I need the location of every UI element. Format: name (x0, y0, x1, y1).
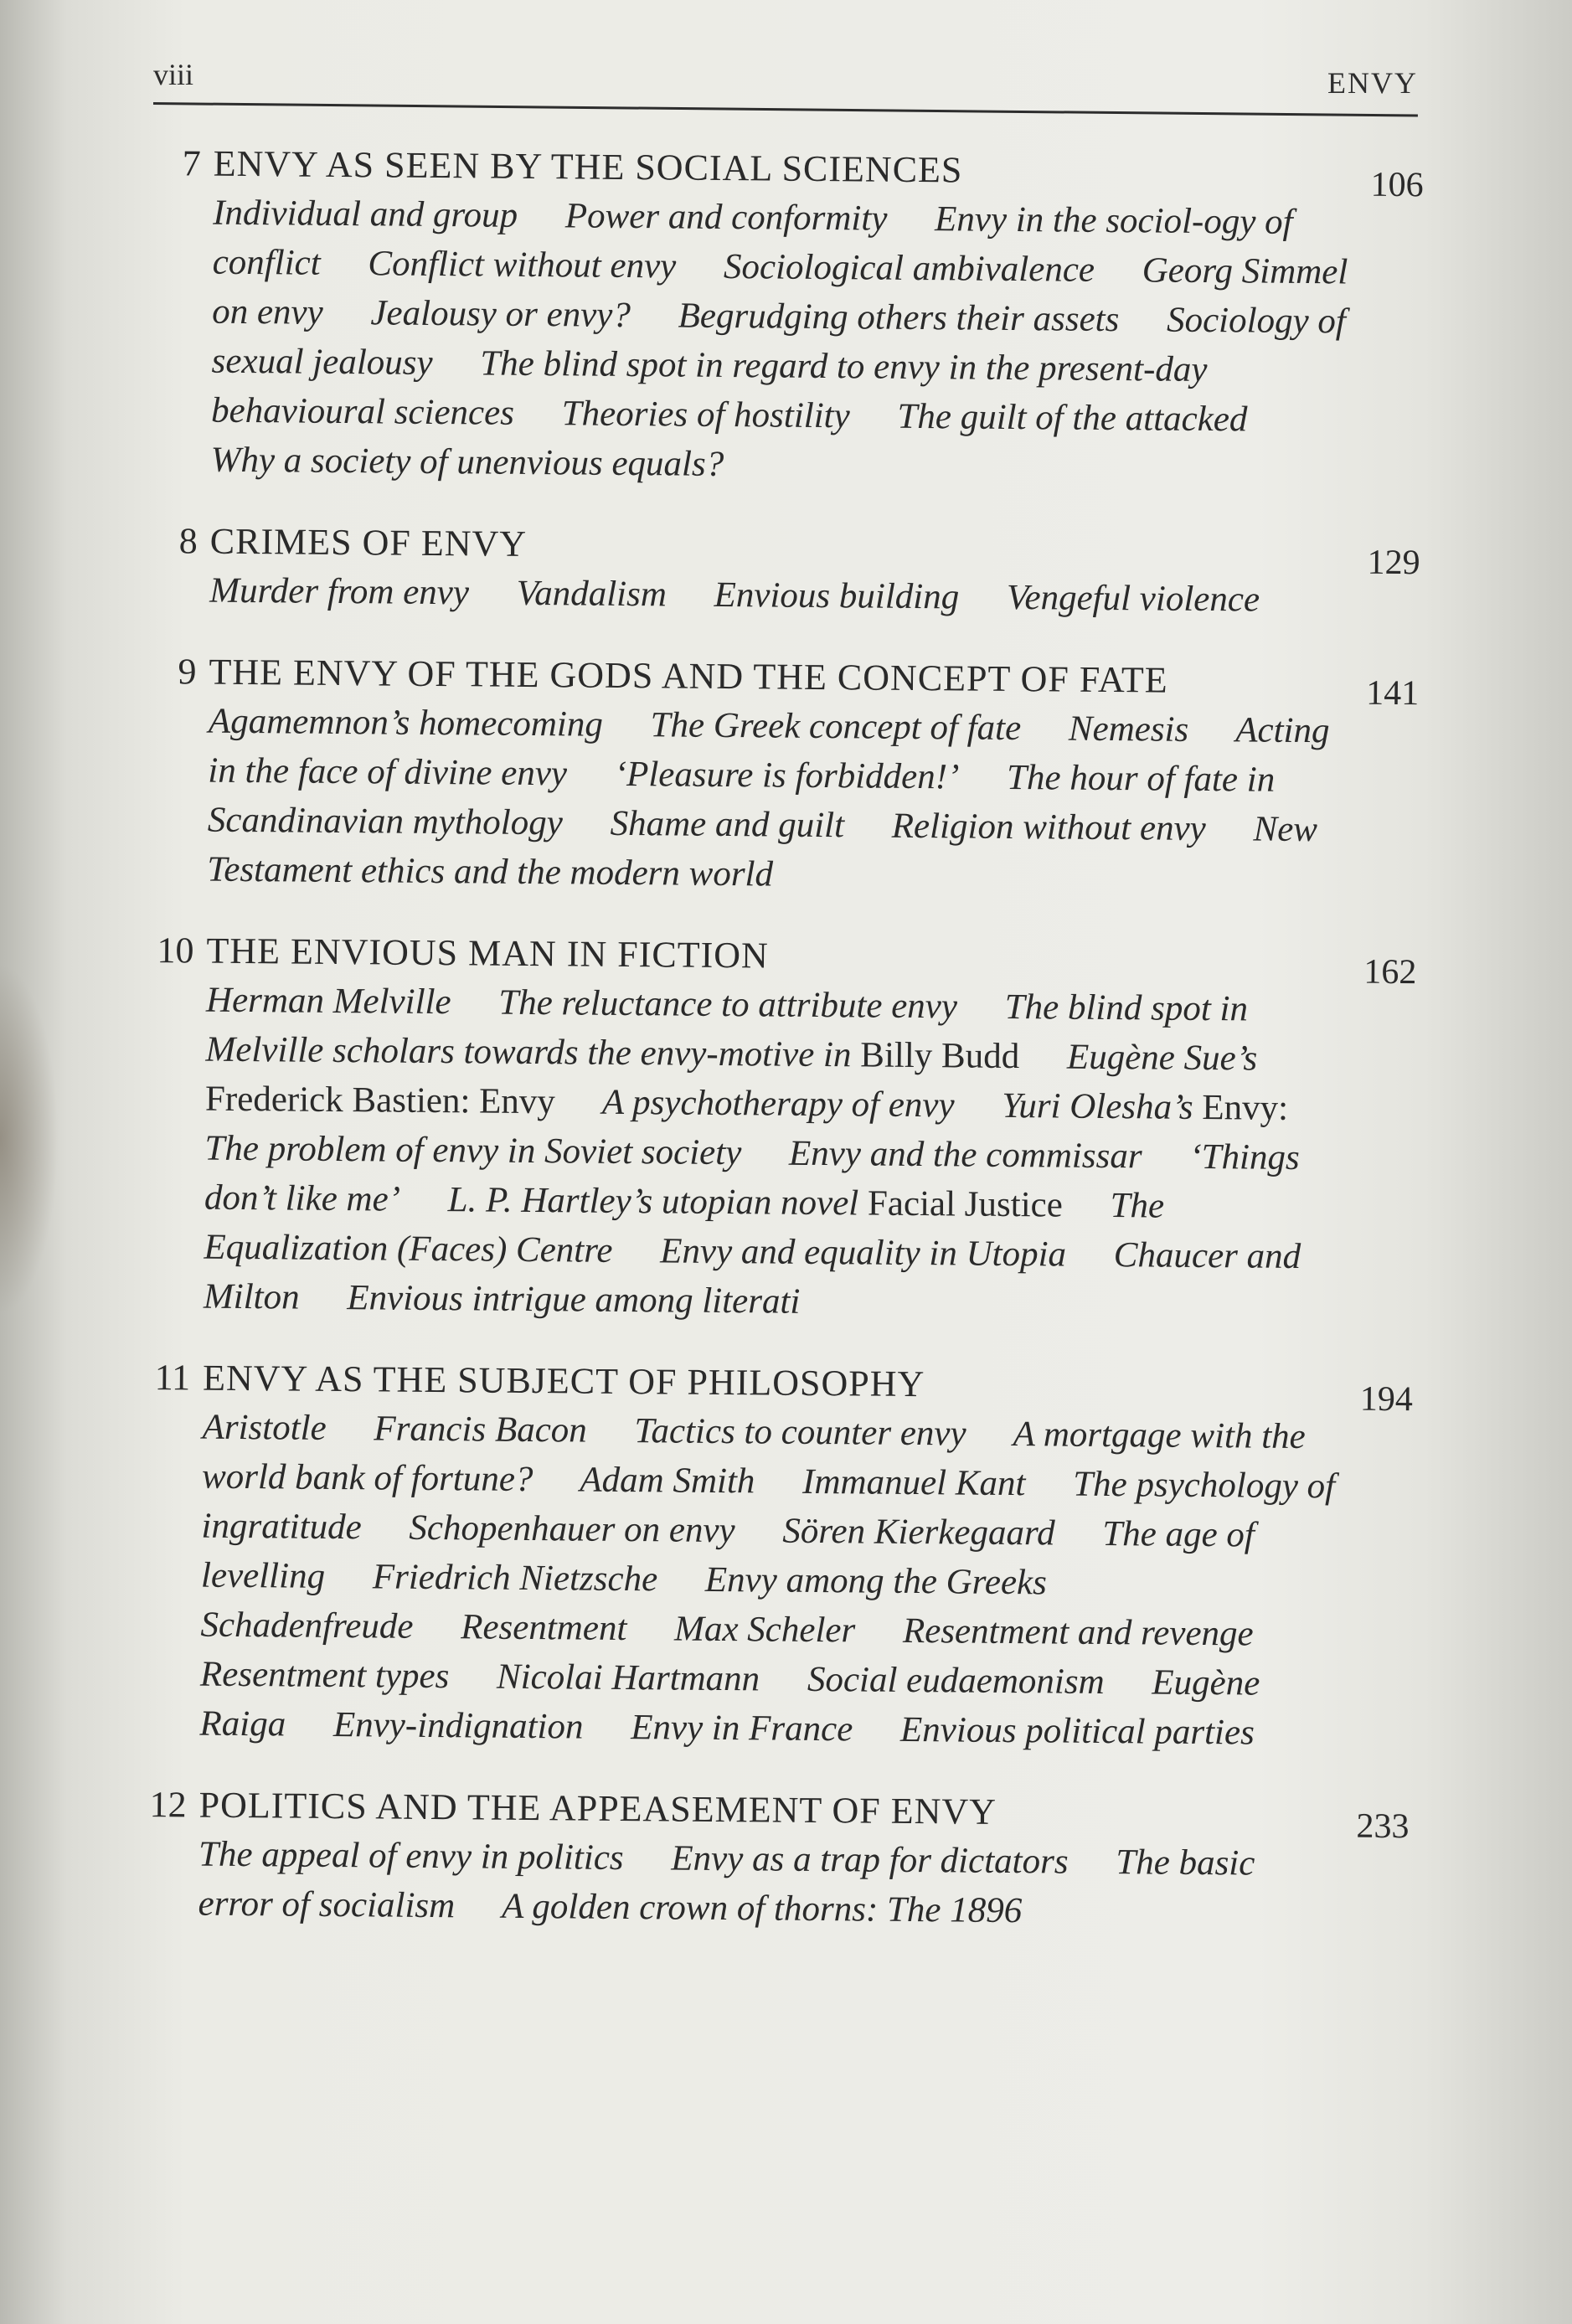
chapter-topics (204, 976, 1346, 1332)
topic: Envious building (714, 575, 960, 617)
topic: Aristotle (202, 1407, 327, 1448)
topic: Envy in the sociol-ogy of conflict (212, 199, 1293, 283)
topic-text: The blind spot in Melville scholars towards the envy-motive in (205, 987, 1249, 1075)
chapter-page: 233 (1356, 1806, 1410, 1847)
work-title: Frederick Bastien: Envy (204, 1079, 556, 1122)
topic: Resentment types (199, 1654, 450, 1697)
topic: Envy and equality in Utopia (660, 1231, 1067, 1275)
topic: A mortgage with the world bank of fortune? (201, 1414, 1306, 1500)
page-header (153, 50, 1418, 109)
toc-entry-10 (141, 925, 1417, 1332)
topic: Social eudaemonism (807, 1659, 1105, 1703)
topic: Herman Melville (205, 980, 451, 1023)
chapter-title: THE ENVIOUS MAN IN FICTION (206, 930, 770, 976)
work-title: Billy Budd (860, 1035, 1020, 1077)
topic: Envy as a trap for dictators (671, 1838, 1069, 1882)
topic: Theories of hostility (561, 394, 850, 436)
chapter-page: 141 (1366, 673, 1420, 714)
topic: Resentment and revenge (902, 1610, 1254, 1654)
toc-entry-7 (147, 138, 1424, 495)
topic: Individual and group (213, 193, 518, 235)
topic: Why a society of unenvious equals? (210, 440, 724, 484)
topic: Tactics to counter envy (634, 1411, 966, 1454)
topic: Immanuel Kant (801, 1461, 1026, 1504)
chapter-topics (207, 697, 1348, 904)
header-rule (153, 102, 1418, 116)
work-title: Envy: (1202, 1087, 1289, 1128)
topic: Vandalism (516, 573, 667, 615)
topic: Murder from envy (209, 570, 470, 613)
topic: Adam Smith (580, 1460, 755, 1502)
topic: Nicolai Hartmann (496, 1657, 760, 1699)
topic: The Equalization (Faces) Centre (204, 1186, 1165, 1270)
topic: Envy in France (631, 1708, 853, 1749)
topic: Shame and guilt (610, 803, 845, 846)
chapter-title: ENVY AS SEEN BY THE SOCIAL SCIENCES (213, 142, 963, 191)
topic: Religion without envy (891, 806, 1206, 849)
topic: Schopenhauer on envy (409, 1507, 735, 1551)
topic: Envious intrigue among literati (347, 1278, 801, 1322)
topic: The hour of fate in Scandinavian mythology (207, 757, 1276, 843)
topic: ‘Pleasure is forbidden!’ (614, 754, 960, 797)
chapter-title: ENVY AS THE SUBJECT OF PHILOSOPHY (202, 1357, 925, 1405)
topic: The guilt of the attacked (897, 396, 1248, 440)
chapter-number: 9 (178, 651, 197, 693)
toc-entry-12 (135, 1780, 1409, 1939)
topic (448, 1180, 1064, 1224)
table-of-contents (135, 138, 1424, 1971)
topic: Begrudging others their assets (678, 296, 1120, 340)
topic: Sociological ambivalence (723, 246, 1095, 290)
topic: The psychology of ingratitude (201, 1464, 1336, 1548)
thumb-shadow (0, 963, 59, 1315)
chapter-page: 194 (1359, 1379, 1414, 1420)
topic: Sören Kierkegaard (782, 1511, 1055, 1554)
toc-entry-8 (147, 516, 1420, 626)
chapter-number: 11 (154, 1357, 191, 1399)
topic-text: Eugène Sue’s (1066, 1037, 1258, 1079)
topic: Friedrich Nietzsche (372, 1557, 658, 1600)
topic-text: The problem of envy in Soviet society (204, 1128, 742, 1173)
topic: Envious political parties (899, 1709, 1255, 1753)
toc-entry-9 (144, 647, 1420, 904)
topic: The appeal of envy in politics (198, 1834, 624, 1878)
chapter-topics (209, 566, 1348, 626)
topic: Jealousy or envy? (370, 293, 631, 336)
chapter-number: 8 (178, 520, 198, 562)
topic: Conflict without envy (368, 244, 677, 286)
running-head: ENVY (1327, 66, 1418, 100)
chapter-topics (199, 1403, 1342, 1759)
topic: The basic error of socialism (198, 1842, 1255, 1926)
topic: Nemesis (1068, 709, 1189, 750)
topic: ‘Things don’t like me’ (204, 1136, 1300, 1219)
chapter-number: 7 (182, 142, 201, 184)
chapter-number: 12 (149, 1784, 187, 1826)
chapter-number: 10 (157, 930, 194, 971)
topic: Envy and the commissar (788, 1133, 1142, 1177)
topic: The reluctance to attribute envy (498, 982, 958, 1027)
chapter-page: 129 (1367, 543, 1420, 583)
topic: A golden crown of thorns: The 1896 (501, 1886, 1023, 1931)
topic: Schadenfreude (200, 1605, 414, 1646)
topic: The blind spot in regard to envy in the present-day behavioural sciences (210, 343, 1208, 433)
topic: The Greek concept of fate (650, 705, 1022, 749)
folio: viii (153, 58, 194, 91)
topic: New Testament ethics and the modern world (207, 809, 1318, 894)
topic: Chaucer and Milton (203, 1235, 1301, 1317)
topic-text: Yuri Olesha’s (1002, 1085, 1193, 1127)
chapter-page: 106 (1370, 165, 1424, 205)
topic-text: L. P. Hartley’s utopian novel (447, 1180, 859, 1224)
topic: Agamemnon’s homecoming (208, 701, 604, 745)
topic: Vengeful violence (1006, 577, 1260, 620)
chapter-title: CRIMES OF ENVY (209, 520, 528, 564)
work-title: Facial Justice (867, 1183, 1064, 1225)
topic: Eugène Raiga (199, 1662, 1260, 1744)
chapter-topics (198, 1830, 1337, 1939)
topic: Envy among the Greeks (704, 1559, 1048, 1603)
chapter-page: 162 (1363, 952, 1417, 992)
topic: Resentment (460, 1607, 627, 1649)
topic: Envy-indignation (332, 1704, 584, 1747)
topic: Sociology of sexual jealousy (211, 300, 1347, 383)
topic: Max Scheler (673, 1609, 856, 1651)
chapter-title: THE ENVY OF THE GODS AND THE CONCEPT OF FATE (209, 651, 1168, 701)
toc-entry-11 (137, 1353, 1413, 1759)
topic: A psychotherapy of envy (601, 1082, 955, 1126)
topic: Georg Simmel on envy (211, 250, 1348, 332)
topic: Power and conformity (564, 196, 888, 239)
chapter-title: POLITICS AND THE APPEASEMENT OF ENVY (198, 1784, 997, 1832)
topic: The age of levelling (200, 1513, 1255, 1596)
topic: Acting in the face of divine envy (208, 710, 1330, 794)
chapter-topics (210, 188, 1352, 495)
topic: Francis Bacon (374, 1409, 587, 1451)
